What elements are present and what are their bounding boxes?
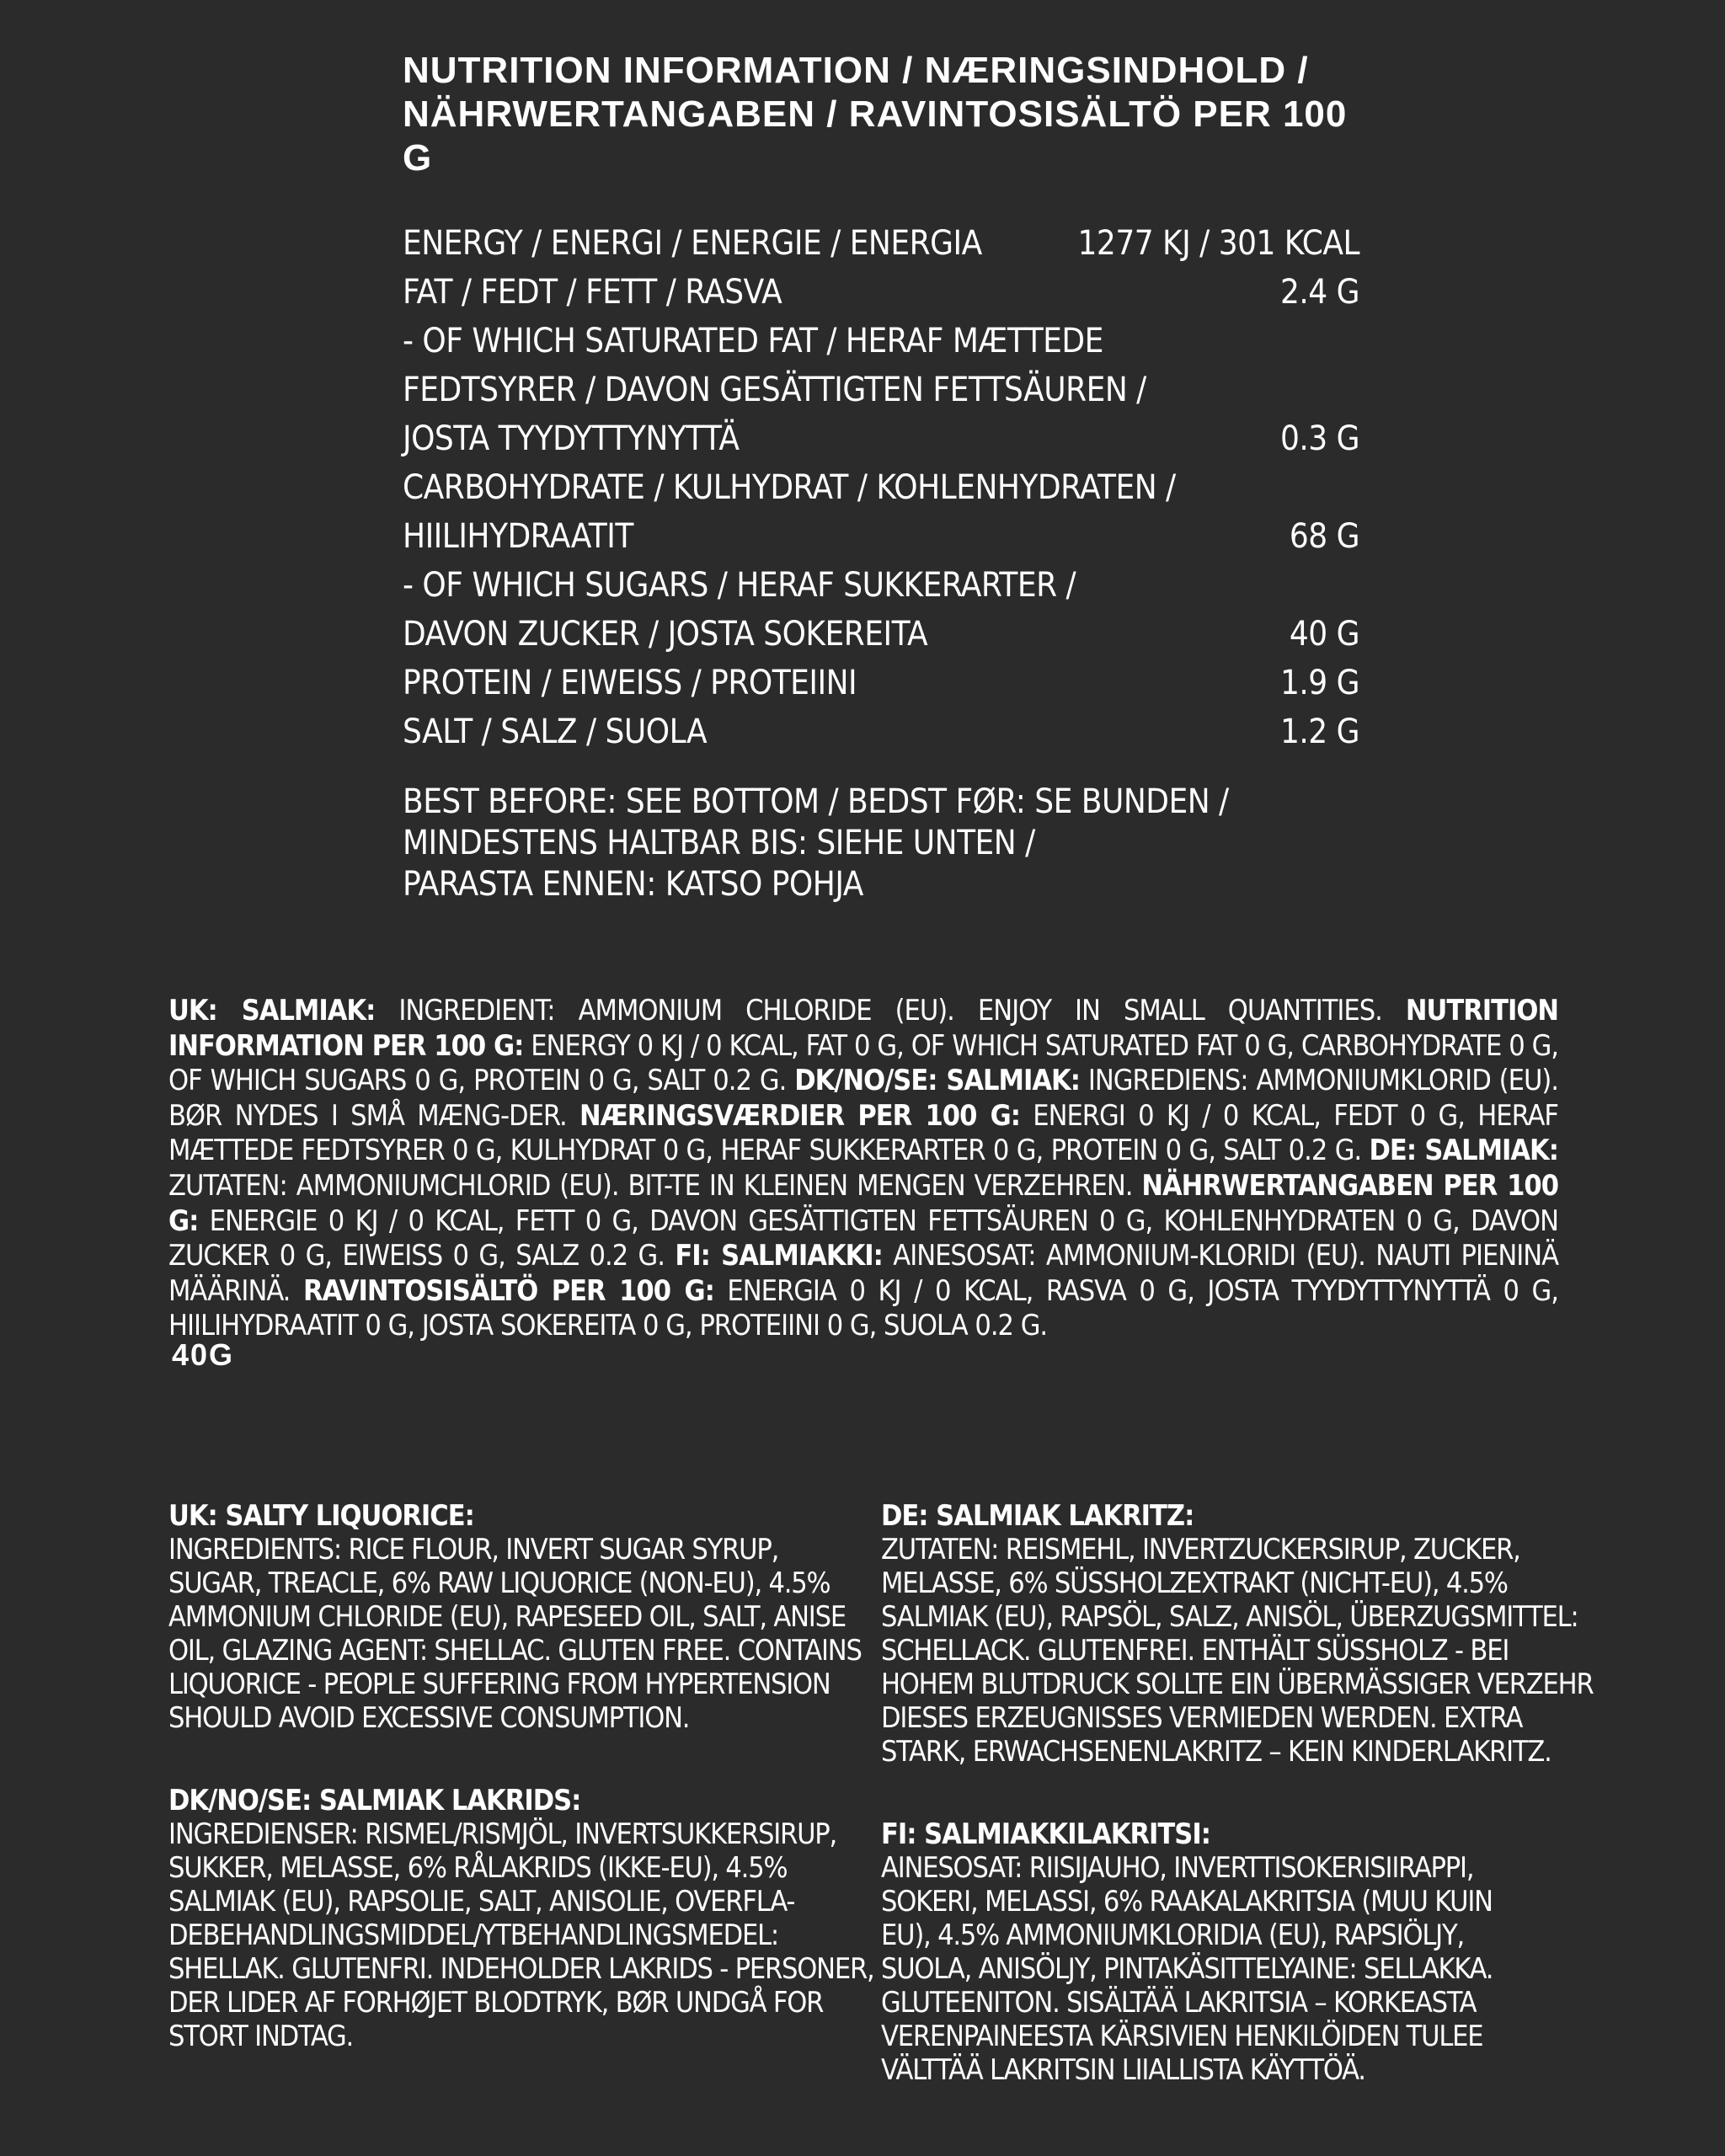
nutrient-label-line: - OF WHICH SATURATED FAT / HERAF MÆTTEDE	[403, 322, 1103, 360]
text-line: SUOLA, ANISÖLJY, PINTAKÄSITTELYAINE: SELLAKKA.	[881, 1952, 1493, 1986]
text-line: SALMIAK (EU), RAPSÖL, SALZ, ANISÖL, ÜBERZUGSMITTEL:	[881, 1600, 1578, 1634]
text-line: SALMIAK (EU), RAPSOLIE, SALT, ANISOLIE, OVERFLA-	[168, 1885, 795, 1919]
nutrient-label-line: CARBOHYDRATE / KULHYDRAT / KOHLENHYDRATEN /	[403, 468, 1176, 507]
text-line: DEBEHANDLINGSMIDDEL/YTBEHANDLINGSMEDEL:	[168, 1919, 779, 1952]
nutrition-row-carbohydrate	[403, 463, 1359, 561]
salmiak-segment-bold: NUTRITION INFORMATION PER 100 G:	[168, 994, 1558, 1063]
text-line: ZUTATEN: REISMEHL, INVERTZUCKERSIRUP, ZUCKER,	[881, 1533, 1520, 1566]
text-line: SHELLAK. GLUTENFRI. INDEHOLDER LAKRIDS - PERSONER,	[168, 1952, 874, 1986]
text-line: EU), 4.5% AMMONIUMKLORIDIA (EU), RAPSIÖLJY,	[881, 1919, 1464, 1952]
best-before-line: BEST BEFORE: SEE BOTTOM / BEDST FØR: SE BUNDEN /	[403, 782, 1229, 821]
section-text	[168, 1817, 874, 2053]
section-text	[168, 1533, 862, 1735]
text-line: HOHEM BLUTDRUCK SOLLTE EIN ÜBERMÄSSIGER VERZEHR	[881, 1668, 1594, 1701]
nutrient-label-line: ENERGY / ENERGI / ENERGIE / ENERGIA	[403, 224, 982, 263]
nutrient-label	[403, 317, 1146, 463]
text-line: INGREDIENTS: RICE FLOUR, INVERT SUGAR SYRUP,	[168, 1533, 779, 1566]
text-line: STARK, ERWACHSENENLAKRITZ – KEIN KINDERLAKRITZ.	[881, 1735, 1551, 1769]
salmiak-segment: ENERGIA 0 KJ / 0 KCAL, RASVA 0 G, JOSTA TYYDYTTYNYTTÄ 0 G, HIILIHYDRAATIT 0 G, JOSTA SOKEREITA 0 G, PROTEIINI 0 G, SUOLA 0.2 G.	[168, 1273, 1558, 1343]
nutrient-label-line: HIILIHYDRAATIT	[403, 517, 633, 556]
text-line: LIQUORICE - PEOPLE SUFFERING FROM HYPERTENSION	[168, 1668, 830, 1701]
best-before-line: MINDESTENS HALTBAR BIS: SIEHE UNTEN /	[403, 824, 1035, 862]
best-before-line: PARASTA ENNEN: KATSO POHJA	[403, 865, 863, 904]
section-heading: FI: SALMIAKKILAKRITSI:	[881, 1817, 1210, 1851]
nutrient-value: 1.2 G	[1279, 712, 1359, 751]
nutrient-label-line: PROTEIN / EIWEISS / PROTEIINI	[403, 664, 857, 702]
nutrient-value: 1277 KJ / 301 KCAL	[1077, 224, 1359, 263]
dk-liquorice-section	[168, 1784, 874, 2053]
text-line: SUKKER, MELASSE, 6% RÅLAKRIDS (IKKE-EU), 4.5%	[168, 1851, 788, 1885]
text-line: SUGAR, TREACLE, 6% RAW LIQUORICE (NON-EU), 4.5%	[168, 1566, 830, 1600]
nutrient-label-line: FEDTSYRER / DAVON GESÄTTIGTEN FETTSÄUREN /	[403, 371, 1146, 409]
section-text	[881, 1851, 1555, 2087]
salmiak-segment-bold: RAVINTOSISÄLTÖ PER 100 G:	[302, 1273, 714, 1308]
salmiak-multilingual-paragraph	[168, 994, 1558, 1344]
nutrition-row-saturated-fat	[403, 317, 1359, 463]
nutrient-label-line: FAT / FEDT / FETT / RASVA	[403, 273, 782, 312]
nutrient-value: 68 G	[1289, 517, 1359, 556]
nutrition-table	[403, 219, 1359, 756]
best-before-notice	[403, 782, 1359, 905]
nutrition-row-sugars	[403, 561, 1359, 659]
nutrient-label	[403, 707, 707, 756]
nutrient-label	[403, 561, 1076, 659]
salmiak-segment-bold: NÄHRWERTANGABEN PER 100 G:	[168, 1168, 1558, 1238]
text-line: SOKERI, MELASSI, 6% RAAKALAKRITSIA (MUU KUIN	[881, 1885, 1493, 1919]
salmiak-segment-bold: DK/NO/SE: SALMIAK:	[794, 1064, 1080, 1098]
nutrient-value: 2.4 G	[1279, 273, 1359, 312]
nutrition-row-protein	[403, 659, 1359, 707]
text-line: MELASSE, 6% SÜSSHOLZEXTRAKT (NICHT-EU), 4.5%	[881, 1566, 1508, 1600]
salmiak-segment-bold: NÆRINGSVÆRDIER PER 100 G:	[579, 1098, 1020, 1133]
salmiak-segment: ZUTATEN: AMMONIUMCHLORID (EU). BIT-TE IN KLEINEN MENGEN VERZEHREN.	[168, 1168, 1142, 1203]
section-heading: DK/NO/SE: SALMIAK LAKRIDS:	[168, 1784, 581, 1817]
text-line: DER LIDER AF FORHØJET BLODTRYK, BØR UNDGÅ FOR	[168, 1986, 824, 2020]
salmiak-segment: ENERGI 0 KJ / 0 KCAL, FEDT 0 G, HERAF MÆTTEDE FEDTSYRER 0 G, KULHYDRAT 0 G, HERAF SUKKERARTER 0 G, PROTEIN 0 G, SALT 0.2 G.	[168, 1098, 1558, 1168]
text-line: AMMONIUM CHLORIDE (EU), RAPESEED OIL, SALT, ANISE	[168, 1600, 846, 1634]
salmiak-segment-bold: DE: SALMIAK:	[1369, 1134, 1559, 1168]
nutrient-label	[403, 659, 857, 707]
nutrition-panel	[403, 49, 1359, 905]
nutrient-label-line: JOSTA TYYDYTTYNYTTÄ	[403, 419, 740, 458]
de-liquorice-section	[881, 1499, 1594, 1769]
nutrition-title	[403, 49, 1359, 180]
nutrient-label-line: DAVON ZUCKER / JOSTA SOKEREITA	[403, 615, 928, 654]
section-heading: UK: SALTY LIQUORICE:	[168, 1499, 474, 1533]
text-line: INGREDIENSER: RISMEL/RISMJÖL, INVERTSUKKERSIRUP,	[168, 1817, 837, 1851]
salmiak-segment-bold: FI: SALMIAKKI:	[675, 1239, 883, 1273]
salmiak-segment-bold: UK: SALMIAK:	[168, 994, 376, 1027]
text-line: SHOULD AVOID EXCESSIVE CONSUMPTION.	[168, 1701, 690, 1735]
nutrition-row-salt	[403, 707, 1359, 756]
text-line: AINESOSAT: RIISIJAUHO, INVERTTISOKERISIIRAPPI,	[881, 1851, 1474, 1885]
salmiak-segment: ENERGIE 0 KJ / 0 KCAL, FETT 0 G, DAVON GESÄTTIGTEN FETTSÄUREN 0 G, KOHLENHYDRATEN 0 G, DAVON ZUCKER 0 G, EIWEISS 0 G, SALZ 0.2 G.	[168, 1203, 1558, 1273]
nutrient-label	[403, 219, 982, 268]
salmiak-segment: INGREDIENS: AMMONIUMKLORID (EU). BØR NYDES I SMÅ MÆNG-DER.	[168, 1064, 1558, 1133]
text-line: SCHELLACK. GLUTENFREI. ENTHÄLT SÜSSHOLZ - BEI	[881, 1634, 1509, 1668]
title-line: NUTRITION INFORMATION / NÆRINGSINDHOLD /	[403, 50, 1309, 91]
title-line: NÄHRWERTANGABEN / RAVINTOSISÄLTÖ PER 100 G	[403, 93, 1348, 179]
nutrient-value: 40 G	[1289, 615, 1359, 654]
salmiak-segment: ENERGY 0 KJ / 0 KCAL, FAT 0 G, OF WHICH SATURATED FAT 0 G, CARBOHYDRATE 0 G, OF WHICH SUGARS 0 G, PROTEIN 0 G, SALT 0.2 G.	[168, 1028, 1558, 1098]
nutrient-label-line: SALT / SALZ / SUOLA	[403, 712, 708, 751]
section-text	[881, 1533, 1594, 1769]
nutrient-value: 0.3 G	[1279, 419, 1359, 458]
text-line: GLUTEENITON. SISÄLTÄÄ LAKRITSIA – KORKEASTA	[881, 1986, 1477, 2020]
uk-liquorice-section	[168, 1499, 862, 1735]
text-line: OIL, GLAZING AGENT: SHELLAC. GLUTEN FREE. CONTAINS	[168, 1634, 862, 1668]
section-heading: DE: SALMIAK LAKRITZ:	[881, 1499, 1194, 1533]
salmiak-segment: AINESOSAT: AMMONIUM-KLORIDI (EU). NAUTI PIENINÄ MÄÄRINÄ.	[168, 1239, 1559, 1308]
fi-liquorice-section	[881, 1817, 1555, 2087]
text-line: STORT INDTAG.	[168, 2020, 353, 2053]
net-weight: 40G	[172, 1337, 235, 1372]
text-line: DIESES ERZEUGNISSES VERMIEDEN WERDEN. EXTRA	[881, 1701, 1523, 1735]
nutrition-row-fat	[403, 268, 1359, 317]
text-line: VERENPAINEESTA KÄRSIVIEN HENKILÖIDEN TULEE	[881, 2020, 1483, 2053]
nutrient-value: 1.9 G	[1279, 664, 1359, 702]
salmiak-segment: INGREDIENT: AMMONIUM CHLORIDE (EU). ENJOY IN SMALL QUANTITIES.	[375, 994, 1406, 1027]
nutrient-label	[403, 268, 782, 317]
text-line: VÄLTTÄÄ LAKRITSIN LIIALLISTA KÄYTTÖÄ.	[881, 2053, 1365, 2087]
nutrient-label-line: - OF WHICH SUGARS / HERAF SUKKERARTER /	[403, 566, 1076, 605]
nutrition-row-energy	[403, 219, 1359, 268]
nutrient-label	[403, 463, 1176, 561]
